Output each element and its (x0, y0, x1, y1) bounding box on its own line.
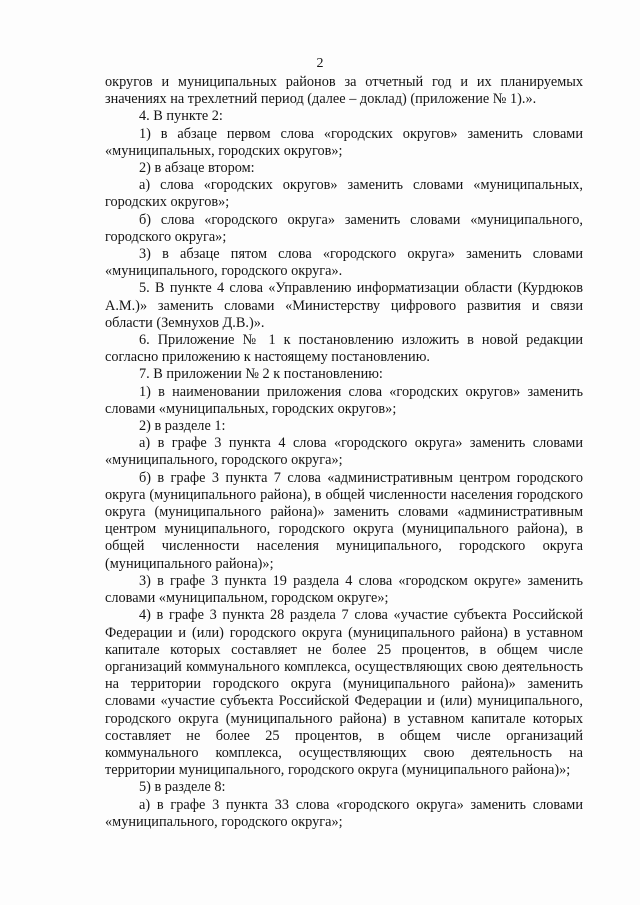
paragraph: 3) в графе 3 пункта 19 раздела 4 слова «городском округе» заменить словами «муниципальном, городском округе»; (105, 572, 583, 607)
paragraph: 6. Приложение № 1 к постановлению изложить в новой редакции согласно приложению к настоящему постановлению. (105, 332, 583, 366)
paragraph: 1) в наименовании приложения слова «городских округов» заменить словами «муниципальных, городских округов»; (105, 383, 583, 417)
paragraph: 4. В пункте 2: (139, 108, 223, 125)
paragraph: а) слова «городских округов» заменить словами «муниципальных, городских округов»; (105, 177, 583, 211)
paragraph: а) в графе 3 пункта 33 слова «городского округа» заменить словами «муниципального, городского округа»; (105, 796, 583, 830)
document-body (105, 74, 583, 831)
paragraph: 5. В пункте 4 слова «Управлению информатизации области (Курдюков А.М.)» заменить словами «Министерству цифрового развития и связи области (Земнухов Д.В.)». (105, 280, 583, 331)
paragraph: 7. В приложении № 2 к постановлению: (139, 366, 383, 383)
paragraph: б) в графе 3 пункта 7 слова «административным центром городского округа (муниципального района), в общей численности населения городского округа (муниципального района)» заменить словами «административным центром муниципального, городского округа (муниципального района), в общей численности населения муниципального, городского округа (муниципального района)»; (105, 469, 583, 572)
paragraph: 4) в графе 3 пункта 28 раздела 7 слова «участие субъекта Российской Федерации и (или) городского округа (муниципального района) в уставном капитале которых составляет не более 25 процентов, в общем числе организаций коммунального комплекса, осуществляющих свою деятельность на территории городского округа (муниципального района)» заменить словами «участие субъекта Российской Федерации и (или) муниципального, городского округа (муниципального района) в уставном капитале которых составляет не более 25 процентов, в общем числе организаций коммунального комплекса, осуществляющих свою деятельность на территории муниципального, городского округа (муниципального района)»; (105, 607, 583, 779)
paragraph: 5) в разделе 8: (139, 779, 226, 796)
paragraph: а) в графе 3 пункта 4 слова «городского округа» заменить словами «муниципального, городского округа»; (105, 435, 583, 469)
paragraph: 3) в абзаце пятом слова «городского округа» заменить словами «муниципального, городского округа». (105, 246, 583, 280)
paragraph: 2) в разделе 1: (139, 418, 226, 435)
paragraph: округов и муниципальных районов за отчетный год и их планируемых значениях на трехлетний период (далее – доклад) (приложение № 1).». (105, 74, 583, 108)
paragraph: б) слова «городского округа» заменить словами «муниципального, городского округа»; (105, 211, 583, 245)
page-number: 2 (316, 56, 324, 71)
paragraph: 1) в абзаце первом слова «городских округов» заменить словами «муниципальных, городских округов»; (105, 125, 583, 159)
paragraph: 2) в абзаце втором: (139, 160, 255, 177)
